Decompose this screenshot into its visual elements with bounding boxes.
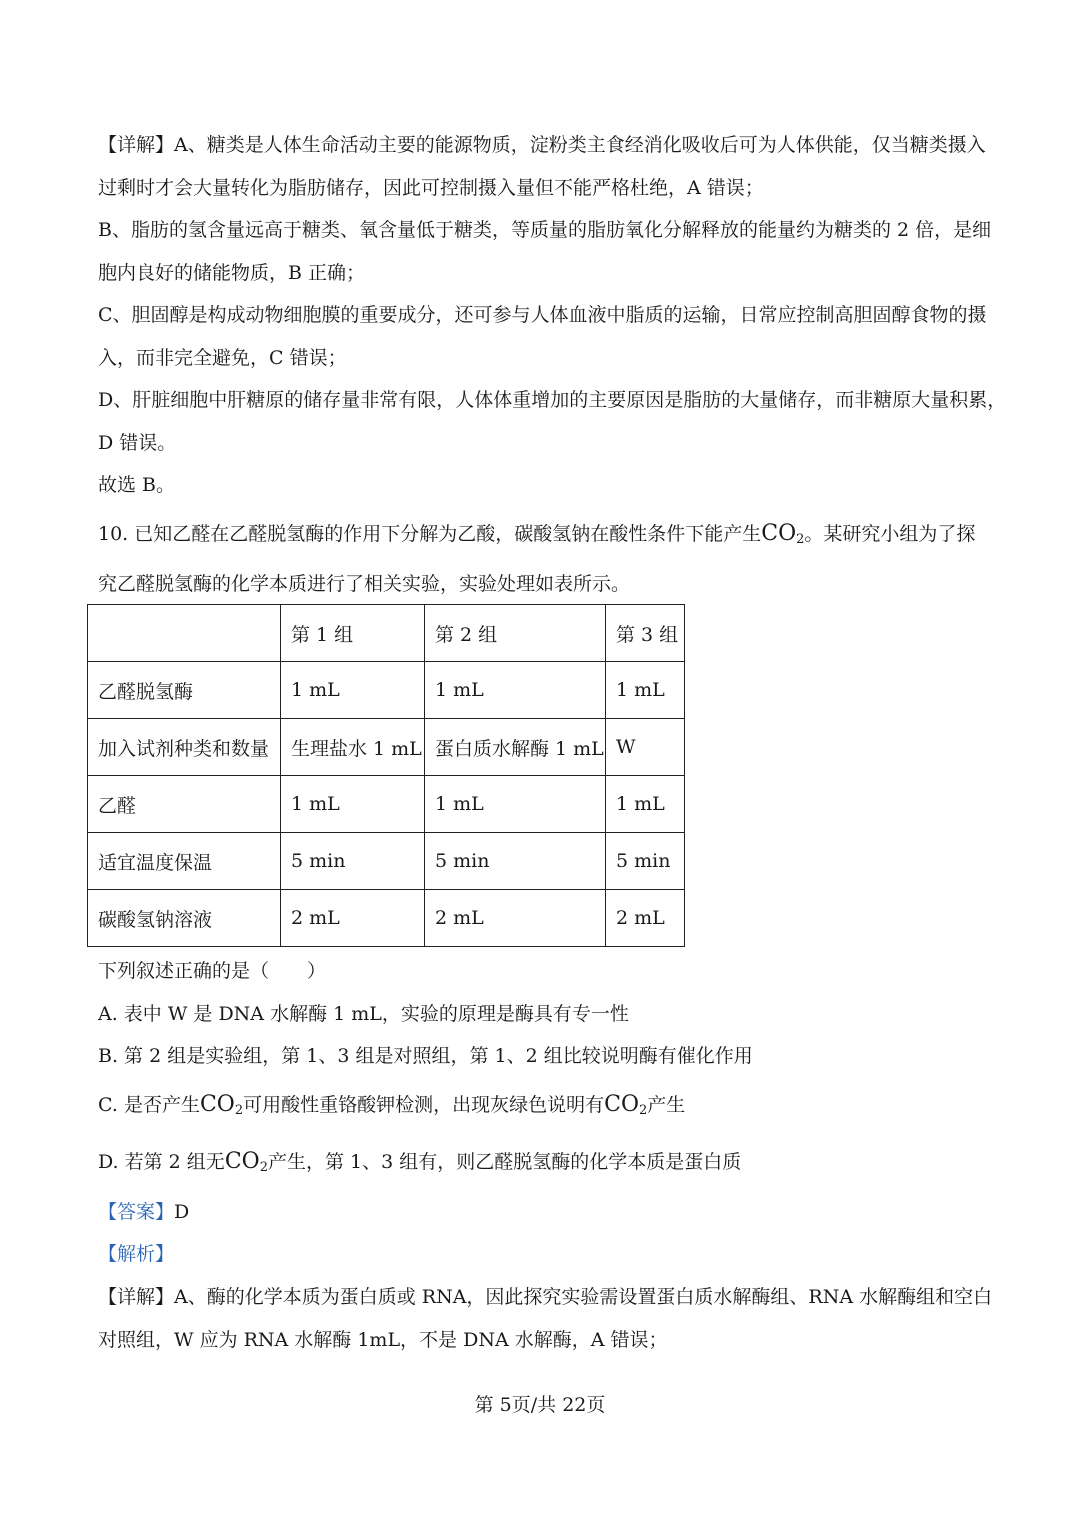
question-stem-line1: [98, 520, 982, 554]
table-cell: 5 min: [606, 833, 685, 890]
option-b: B. 第 2 组是实验组，第 1、3 组是对照组，第 1、2 组比较说明酶有催化作用: [98, 1045, 753, 1067]
explanation-d-line1: D、肝脏细胞中肝糖原的储存量非常有限，人体体重增加的主要原因是脂肪的大量储存，而非糖原大量积累，: [98, 389, 1007, 411]
explanation-c-line1: C、胆固醇是构成动物细胞膜的重要成分，还可参与人体血液中脂质的运输，日常应控制高胆固醇食物的摄: [98, 304, 987, 326]
table-cell: 5 min: [281, 833, 425, 890]
table-cell: 1 mL: [425, 662, 606, 719]
table-cell: 2 mL: [281, 890, 425, 947]
question-stem-part2: 。某研究小组为了探: [804, 523, 976, 545]
answer-value: D: [174, 1201, 190, 1223]
table-cell: 1 mL: [425, 776, 606, 833]
co2-formula: $CO_2$: [224, 1149, 268, 1175]
explanation-c-line2: 入，而非完全避免，C 错误；: [98, 347, 347, 369]
table-cell: 蛋白质水解酶 1 mL: [425, 719, 606, 776]
table-cell: 加入试剂种类和数量: [88, 719, 281, 776]
analysis-label: 【解析】: [98, 1243, 175, 1265]
table-row: [88, 776, 685, 833]
table-cell: 1 mL: [281, 662, 425, 719]
option-c: C. 是否产生$CO_2$可用酸性重铬酸钾检测，出现灰绿色说明有$CO_2$产生: [98, 1092, 686, 1118]
question-stem-part1: 10. 已知乙醛在乙醛脱氢酶的作用下分解为乙酸，碳酸氢钠在酸性条件下能产生: [98, 523, 762, 545]
explanation-a-line1: 【详解】A、糖类是人体生命活动主要的能源物质，淀粉类主食经消化吸收后可为人体供能，仅当糖类摄入: [98, 134, 986, 156]
option-d: D. 若第 2 组无$CO_2$产生，第 1、3 组有，则乙醛脱氢酶的化学本质是蛋白质: [98, 1149, 742, 1175]
table-row: [88, 890, 685, 947]
table-cell: 生理盐水 1 mL: [281, 719, 425, 776]
table-header-cell: 第 1 组: [281, 605, 425, 662]
co2-formula: $CO_2$: [604, 1092, 648, 1118]
page-number: 第 5页/共 22页: [474, 1394, 606, 1416]
table-header-cell: [88, 605, 281, 662]
answer-line: [98, 1198, 982, 1226]
table-cell: W: [606, 719, 685, 776]
table-row: [88, 719, 685, 776]
question-stem-line2: 究乙醛脱氢酶的化学本质进行了相关实验，实验处理如表所示。: [98, 573, 631, 595]
table-cell: 乙醛脱氢酶: [88, 662, 281, 719]
co2-formula: $CO_2$: [761, 521, 805, 547]
table-cell: 2 mL: [606, 890, 685, 947]
experiment-table: [87, 604, 685, 947]
explanation-d-line2: D 错误。: [98, 432, 177, 454]
option-a: A. 表中 W 是 DNA 水解酶 1 mL，实验的原理是酶具有专一性: [98, 1003, 629, 1025]
table-header-row: [88, 605, 685, 662]
detail-line2: 对照组，W 应为 RNA 水解酶 1mL，不是 DNA 水解酶，A 错误；: [98, 1329, 668, 1351]
table-cell: 5 min: [425, 833, 606, 890]
table-cell: 2 mL: [425, 890, 606, 947]
table-row: [88, 662, 685, 719]
table-cell: 1 mL: [606, 662, 685, 719]
explanation-choice: 故选 B。: [98, 474, 176, 496]
answer-label: 【答案】: [98, 1201, 175, 1223]
table-cell: 适宜温度保温: [88, 833, 281, 890]
table-row: [88, 833, 685, 890]
question-prompt: 下列叙述正确的是（ ）: [98, 960, 327, 982]
table-header-cell: 第 3 组: [606, 605, 685, 662]
table-cell: 乙醛: [88, 776, 281, 833]
table-cell: 1 mL: [606, 776, 685, 833]
explanation-a-line2: 过剩时才会大量转化为脂肪储存，因此可控制摄入量但不能严格杜绝，A 错误；: [98, 177, 764, 199]
explanation-b-line2: 胞内良好的储能物质，B 正确；: [98, 262, 366, 284]
explanation-b-line1: B、脂肪的氢含量远高于糖类、氧含量低于糖类，等质量的脂肪氧化分解释放的能量约为糖类的 2 倍，是细: [98, 219, 992, 241]
co2-formula: $CO_2$: [199, 1092, 244, 1118]
detail-line1: 【详解】A、酶的化学本质为蛋白质或 RNA，因此探究实验需设置蛋白质水解酶组、RNA 水解酶组和空白: [98, 1286, 993, 1308]
table-cell: 1 mL: [281, 776, 425, 833]
table-header-cell: 第 2 组: [425, 605, 606, 662]
table-cell: 碳酸氢钠溶液: [88, 890, 281, 947]
